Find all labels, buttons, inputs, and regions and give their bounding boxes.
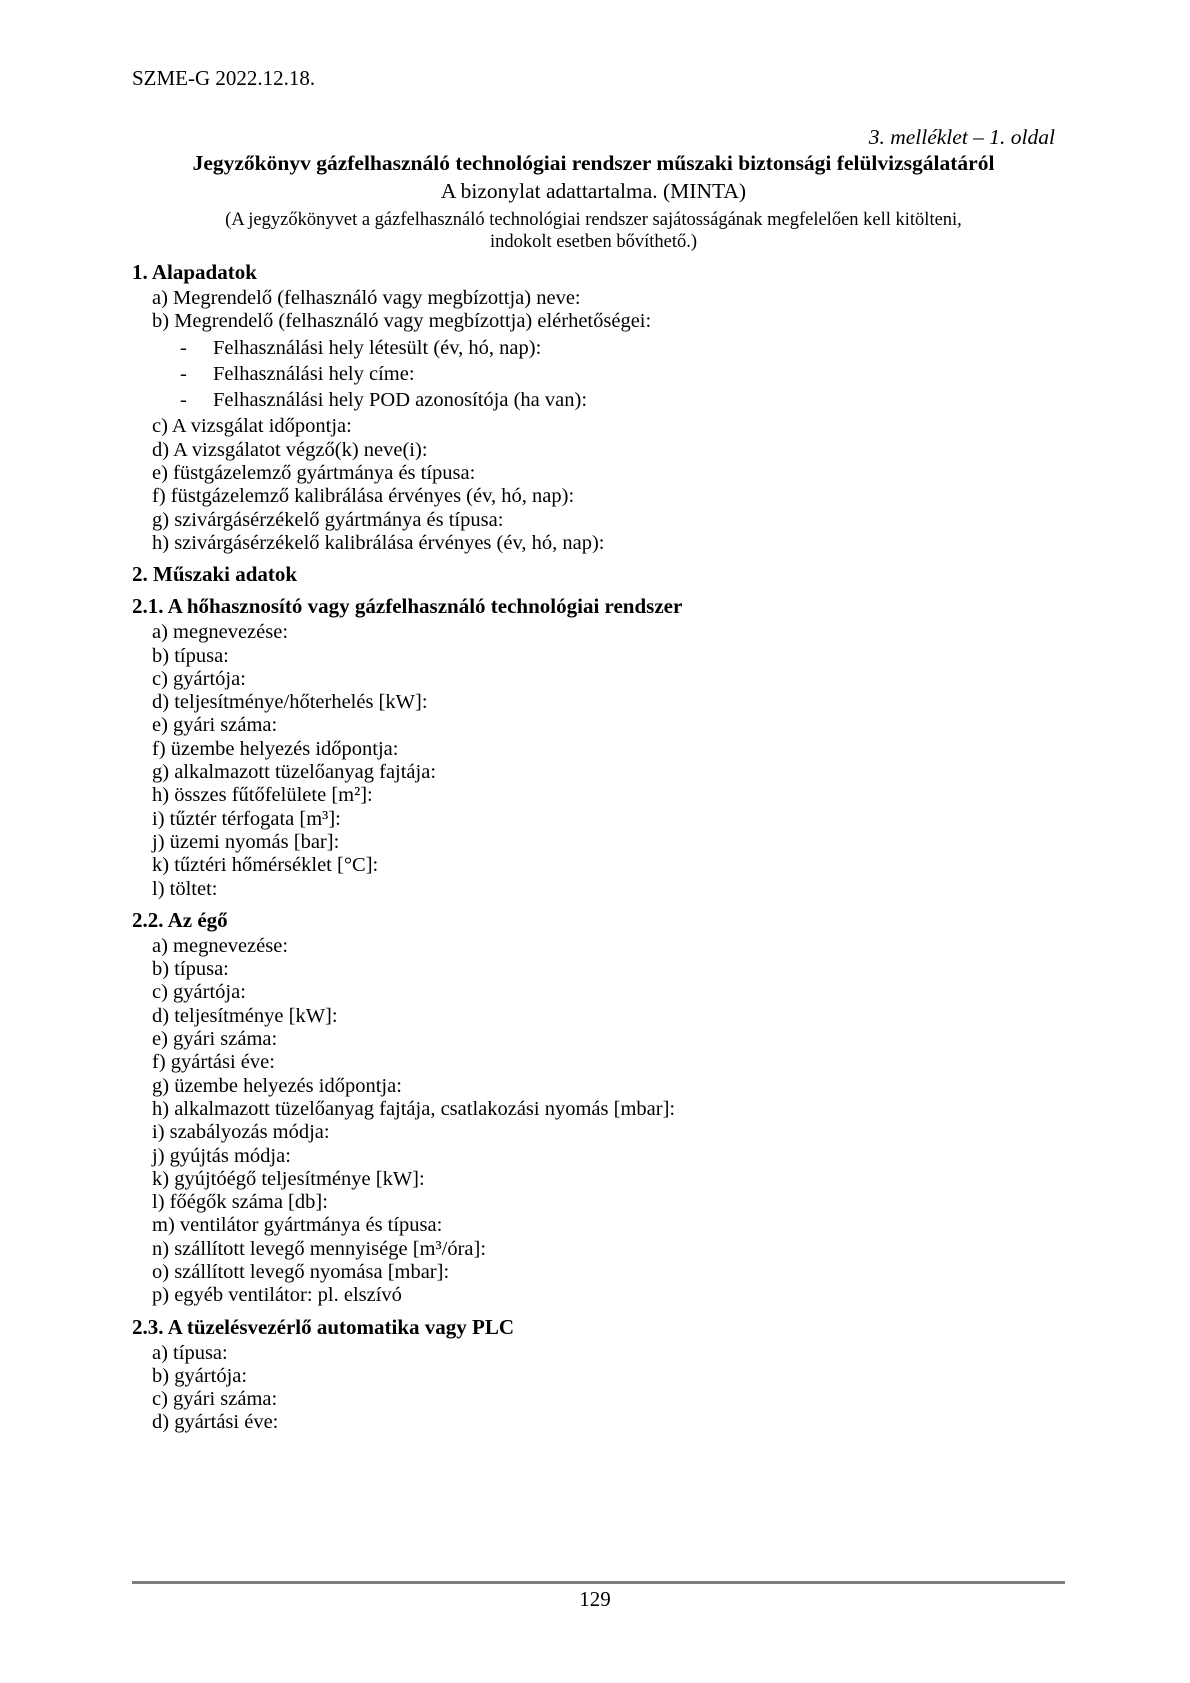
list-item-21d: d) teljesítménye/hőterhelés [kW]: [152,691,428,714]
list-item-22o: o) szállított levegő nyomása [mbar]: [152,1260,450,1283]
list-item-21f: f) üzembe helyezés időpontja: [152,737,399,760]
list-item-1g: g) szivárgásérzékelő gyártmánya és típusa: [152,508,504,531]
list-item-21e: e) gyári száma: [152,714,278,737]
list-item-22c: c) gyártója: [152,981,246,1004]
list-item-22h: h) alkalmazott tüzelőanyag fajtája, csatlakozási nyomás [mbar]: [152,1097,676,1120]
list-item-22a: a) megnevezése: [152,934,289,957]
list-item-22k: k) gyújtóégő teljesítménye [kW]: [152,1167,425,1190]
list-item-22d: d) teljesítménye [kW]: [152,1004,338,1027]
list-item-1b-sub3 [132,389,1055,412]
dash-item-text: Felhasználási hely címe: [213,362,415,385]
list-item-22m: m) ventilátor gyártmánya és típusa: [152,1214,443,1237]
list-item-21c: c) gyártója: [152,667,246,690]
dash-bullet: - [180,389,187,412]
list-item-22b: b) típusa: [152,958,229,981]
list-item-23d: d) gyártási éve: [152,1411,279,1434]
list-item-22l: l) főégők száma [db]: [152,1191,328,1214]
section-2-1-heading: 2.1. A hőhasznosító vagy gázfelhasználó technológiai rendszer [132,594,683,619]
list-item-22n: n) szállított levegő mennyisége [m³/óra]: [152,1237,487,1260]
document-header: SZME-G 2022.12.18. [132,66,316,90]
list-item-1b-sub2 [132,363,1055,386]
list-item-21j: j) üzemi nyomás [bar]: [152,830,340,853]
fill-note-line-1: (A jegyzőkönyvet a gázfelhasználó technológiai rendszer sajátosságának megfelelően kell kitölteni, [225,210,962,230]
list-item-1b-sub1 [132,337,1055,360]
list-item-1a: a) Megrendelő (felhasználó vagy megbízottja) neve: [152,287,581,309]
list-item-22f: f) gyártási éve: [152,1051,275,1074]
section-2-heading: 2. Műszaki adatok [132,562,298,587]
list-item-21i: i) tűztér térfogata [m³]: [152,807,341,830]
dash-item-text: Felhasználási hely POD azonosítója (ha van): [213,389,588,412]
document-title: Jegyzőkönyv gázfelhasználó technológiai rendszer műszaki biztonsági felülvizsgálatáról [192,151,995,175]
document-body [132,124,1055,1435]
annex-label: 3. melléklet – 1. oldal [868,125,1055,149]
list-item-23b: b) gyártója: [152,1364,248,1387]
list-item-23c: c) gyári száma: [152,1388,278,1411]
dash-bullet: - [180,336,187,359]
dash-bullet: - [180,362,187,385]
list-item-22e: e) gyári száma: [152,1028,278,1051]
list-item-21g: g) alkalmazott tüzelőanyag fajtája: [152,761,437,784]
page-number: 129 [579,1587,611,1611]
list-item-1e: e) füstgázelemző gyártmánya és típusa: [152,462,476,485]
list-item-21k: k) tűztéri hőmérséklet [°C]: [152,854,379,877]
section-2-3-heading: 2.3. A tüzelésvezérlő automatika vagy PLC [132,1314,515,1339]
section-1-heading: 1. Alapadatok [132,260,257,284]
footer-divider [132,1581,1065,1584]
list-item-22j: j) gyújtás módja: [152,1144,291,1167]
list-item-21a: a) megnevezése: [152,621,289,644]
list-item-21h: h) összes fűtőfelülete [m²]: [152,784,373,807]
document-subtitle: A bizonylat adattartalma. (MINTA) [440,179,747,203]
list-item-1c: c) A vizsgálat időpontja: [152,415,352,438]
list-item-22g: g) üzembe helyezés időpontja: [152,1074,402,1097]
list-item-1h: h) szivárgásérzékelő kalibrálása érvényes (év, hó, nap): [152,531,605,554]
list-item-1d: d) A vizsgálatot végző(k) neve(i): [152,438,428,461]
list-item-21b: b) típusa: [152,644,229,667]
list-item-1b: b) Megrendelő (felhasználó vagy megbízottja) elérhetőségei: [152,310,652,333]
list-item-22i: i) szabályozás módja: [152,1121,330,1144]
section-2-2-heading: 2.2. Az égő [132,907,228,932]
list-item-23a: a) típusa: [152,1341,228,1364]
fill-note-line-2: indokolt esetben bővíthető.) [489,232,698,252]
list-item-1f: f) füstgázelemző kalibrálása érvényes (év, hó, nap): [152,485,575,508]
list-item-22p: p) egyéb ventilátor: pl. elszívó [152,1284,402,1307]
dash-item-text: Felhasználási hely létesült (év, hó, nap): [213,336,542,359]
list-item-21l: l) töltet: [152,877,218,900]
